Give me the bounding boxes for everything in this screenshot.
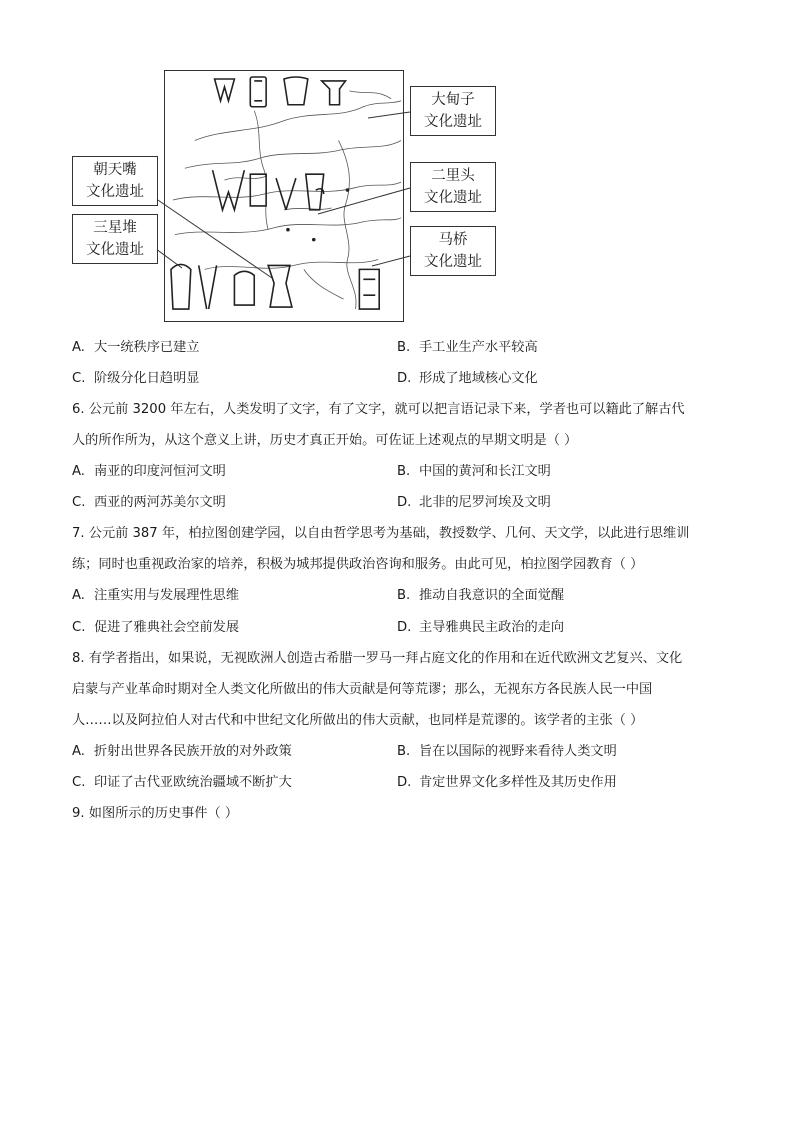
q7-option-c-text: 促进了雅典社会空前发展	[94, 620, 240, 635]
label-chaotianzui	[72, 156, 158, 206]
q6-option-c[interactable]	[72, 493, 226, 513]
label-maqiao-line1: 马桥	[438, 232, 468, 248]
q6-option-a-text: 南亚的印度河恒河文明	[94, 464, 226, 479]
q8-option-c-letter: C.	[72, 775, 86, 790]
q7-option-a[interactable]	[72, 586, 239, 606]
q5-option-a-text: 大一统秩序已建立	[94, 340, 200, 355]
q8-option-b-text: 旨在以国际的视野来看待人类文明	[419, 744, 617, 759]
label-dadianzi-line1: 大甸子	[431, 92, 475, 108]
q8-option-a[interactable]	[72, 742, 292, 762]
q8-option-c[interactable]	[72, 773, 292, 793]
q7-option-d[interactable]	[397, 618, 564, 638]
q8-option-b[interactable]	[397, 742, 617, 762]
label-maqiao	[410, 226, 496, 276]
label-sanxingdui-line2: 文化遗址	[86, 242, 144, 258]
label-dadianzi	[410, 86, 496, 136]
label-sanxingdui	[72, 214, 158, 264]
q6-option-a-letter: A.	[72, 464, 85, 479]
q7-option-a-letter: A.	[72, 588, 85, 603]
q7-option-c[interactable]	[72, 618, 239, 638]
q6-option-a[interactable]	[72, 462, 226, 482]
q5-option-c-text: 阶级分化日趋明显	[94, 371, 200, 386]
q5-option-d[interactable]	[397, 369, 538, 389]
q5-option-b[interactable]	[397, 338, 538, 358]
q6-stem-line2: 人的所作所为，从这个意义上讲，历史才真正开始。可佐证上述观点的早期文明是（ ）	[72, 433, 578, 448]
label-dadianzi-line2: 文化遗址	[424, 114, 482, 130]
q5-option-a-letter: A.	[72, 340, 85, 355]
q5-option-a[interactable]	[72, 338, 200, 358]
q8-stem-line3: 人……以及阿拉伯人对古代和中世纪文化所做出的伟大贡献，也同样是荒谬的。该学者的主张（ ）	[72, 713, 644, 728]
q5-option-d-text: 形成了地域核心文化	[419, 371, 538, 386]
label-erlitou-line1: 二里头	[431, 168, 475, 184]
q5-option-b-letter: B.	[397, 340, 411, 355]
map-figure	[72, 66, 512, 324]
map-drawing	[165, 71, 403, 321]
q8-option-d-letter: D.	[397, 775, 412, 790]
q8-stem-line1: 8. 有学者指出，如果说，无视欧洲人创造古希腊一罗马一拜占庭文化的作用和在近代欧洲文艺复兴、文化	[72, 651, 683, 666]
q7-option-d-text: 主导雅典民主政治的走向	[419, 620, 565, 635]
q7-option-b-text: 推动自我意识的全面觉醒	[419, 588, 565, 603]
q7-option-a-text: 注重实用与发展理性思维	[94, 588, 240, 603]
q6-option-d[interactable]	[397, 493, 551, 513]
q5-option-c[interactable]	[72, 369, 200, 389]
label-erlitou-line2: 文化遗址	[424, 190, 482, 206]
q7-option-d-letter: D.	[397, 620, 412, 635]
label-chaotianzui-line2: 文化遗址	[86, 184, 144, 200]
q8-option-b-letter: B.	[397, 744, 411, 759]
q6-option-d-letter: D.	[397, 495, 412, 510]
q6-option-d-text: 北非的尼罗河埃及文明	[419, 495, 551, 510]
label-maqiao-line2: 文化遗址	[424, 254, 482, 270]
q6-option-b-text: 中国的黄河和长江文明	[419, 464, 551, 479]
q7-option-c-letter: C.	[72, 620, 86, 635]
q6-option-b[interactable]	[397, 462, 551, 482]
q6-option-c-text: 西亚的两河苏美尔文明	[94, 495, 226, 510]
label-erlitou	[410, 162, 496, 212]
label-sanxingdui-line1: 三星堆	[93, 220, 137, 236]
q7-option-b[interactable]	[397, 586, 564, 606]
q7-stem-line1: 7. 公元前 387 年，柏拉图创建学园，以自由哲学思考为基础，教授数学、几何、天文学，以此进行思维训	[72, 526, 690, 541]
q8-stem-line2: 启蒙与产业革命时期对全人类文化所做出的伟大贡献是何等荒谬；那么，无视东方各民族人民一中国	[72, 682, 653, 697]
q5-option-d-letter: D.	[397, 371, 412, 386]
q6-stem-line1: 6. 公元前 3200 年左右，人类发明了文字，有了文字，就可以把言语记录下来，学者也可以籍此了解古代	[72, 402, 685, 417]
label-chaotianzui-line1: 朝天嘴	[93, 162, 137, 178]
q6-option-c-letter: C.	[72, 495, 86, 510]
q8-option-a-letter: A.	[72, 744, 85, 759]
q7-stem-line2: 练；同时也重视政治家的培养，积极为城邦提供政治咨询和服务。由此可见，柏拉图学园教育（ ）	[72, 557, 644, 572]
cultural-sites-map	[164, 70, 404, 322]
q8-option-c-text: 印证了古代亚欧统治疆域不断扩大	[94, 775, 292, 790]
q5-option-c-letter: C.	[72, 371, 86, 386]
q6-option-b-letter: B.	[397, 464, 411, 479]
q7-option-b-letter: B.	[397, 588, 411, 603]
q8-option-a-text: 折射出世界各民族开放的对外政策	[94, 744, 292, 759]
q9-stem: 9. 如图所示的历史事件（ ）	[72, 806, 239, 821]
q5-option-b-text: 手工业生产水平较高	[419, 340, 538, 355]
q8-option-d[interactable]	[397, 773, 617, 793]
q8-option-d-text: 肯定世界文化多样性及其历史作用	[419, 775, 617, 790]
